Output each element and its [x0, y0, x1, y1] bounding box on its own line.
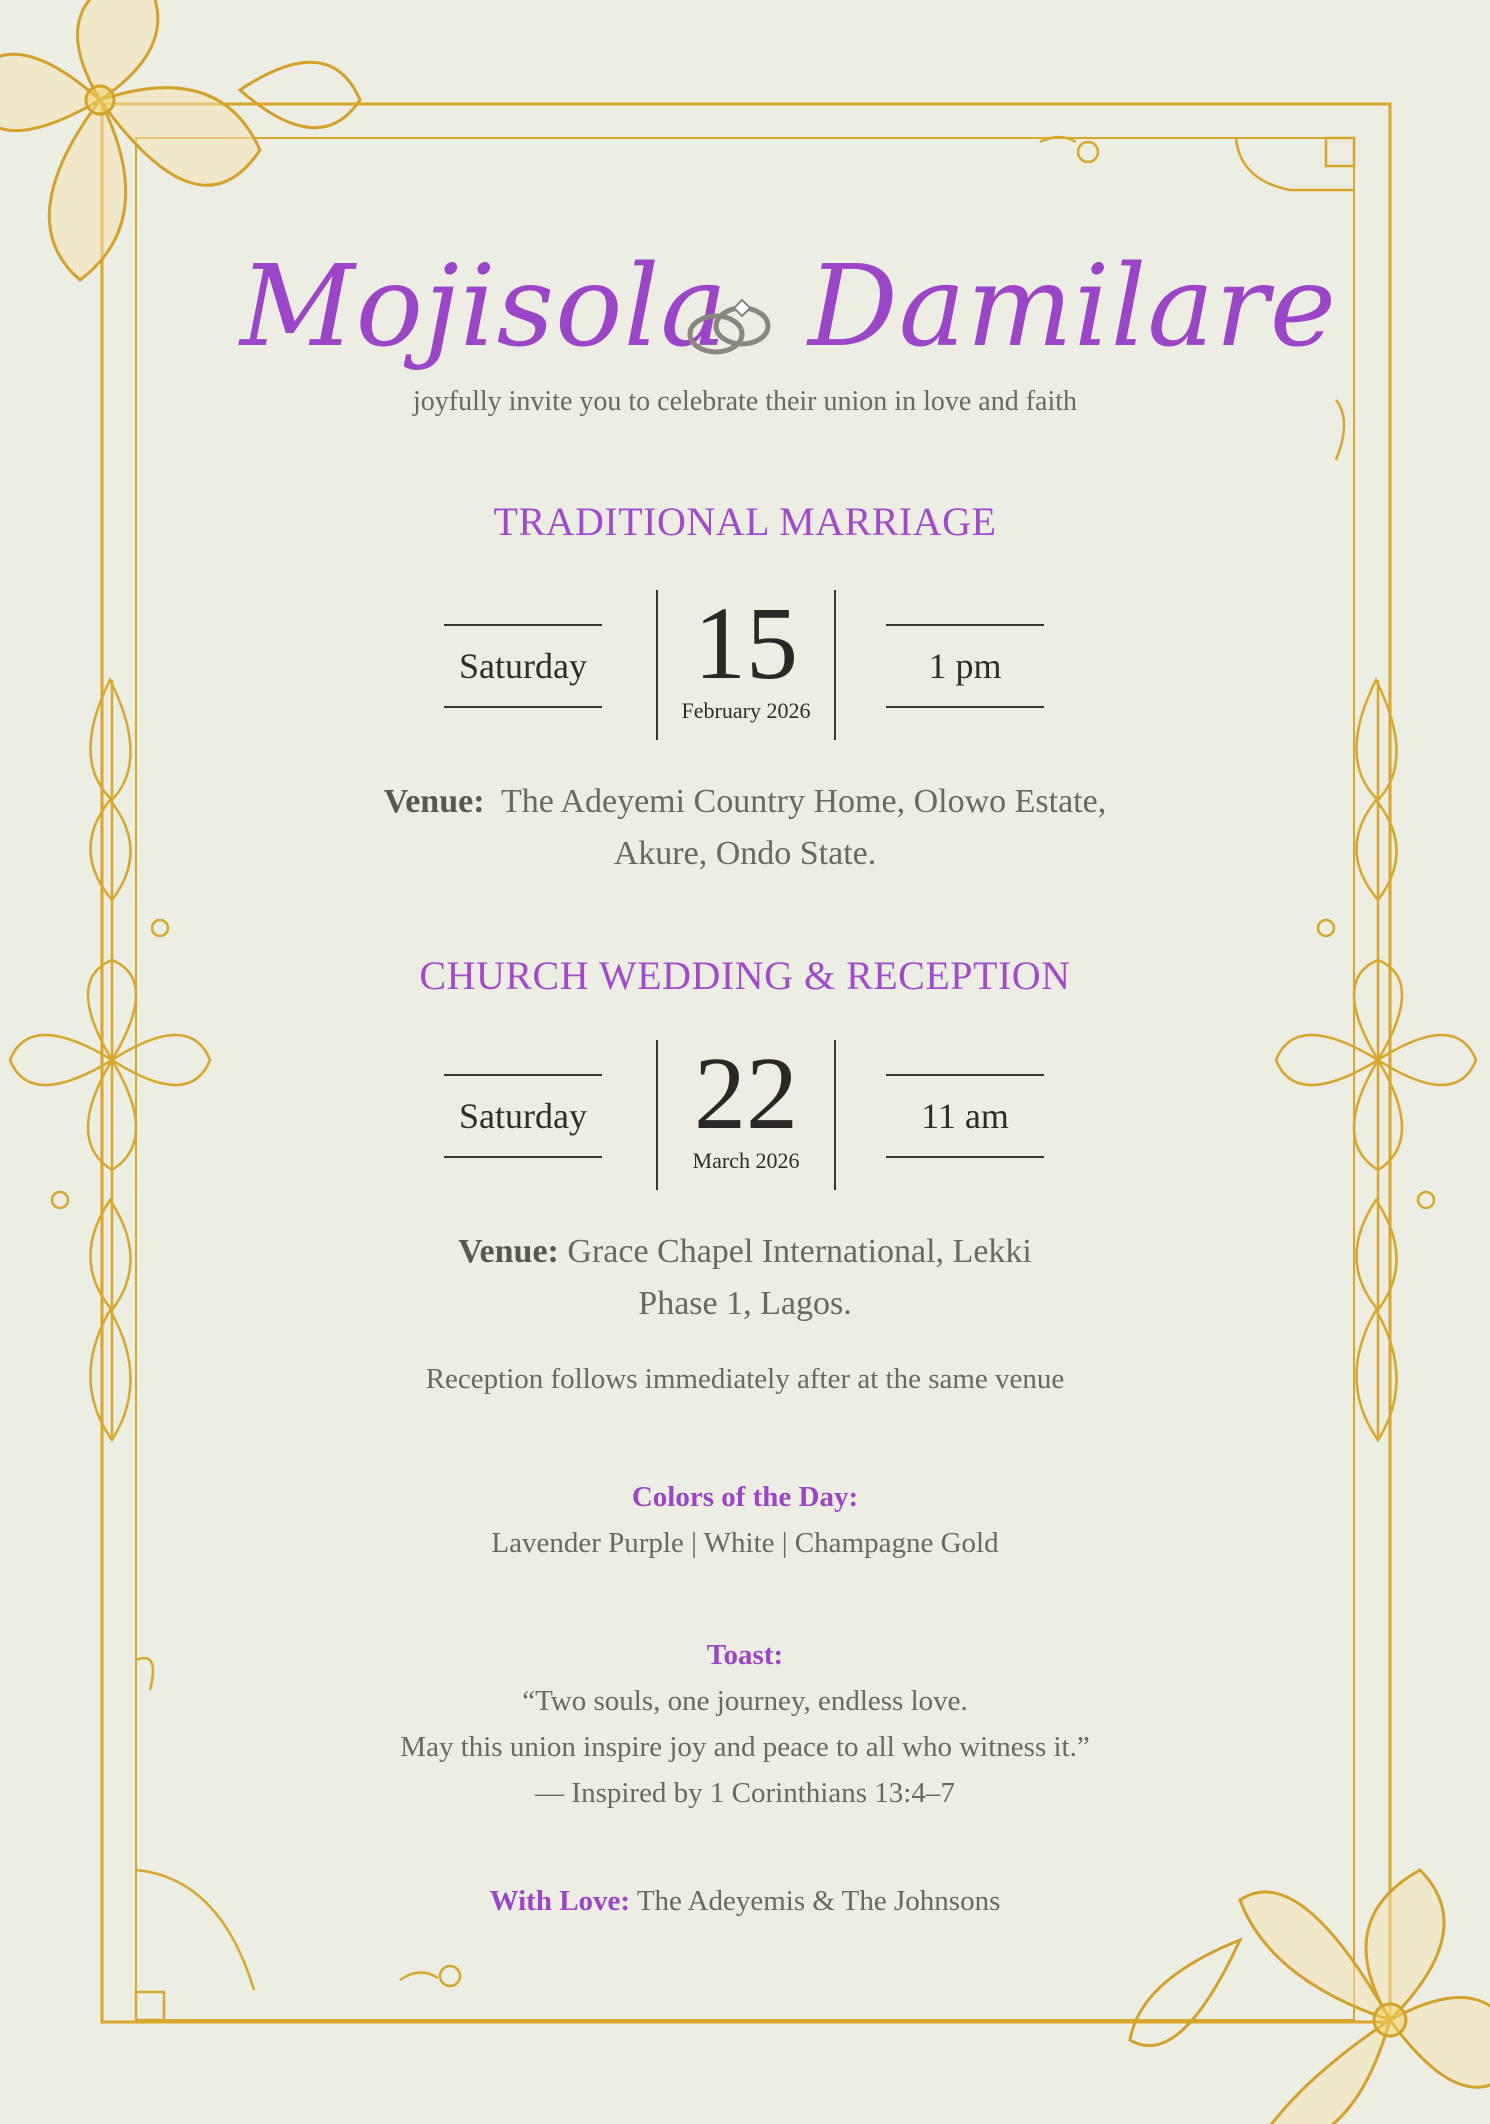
colors-of-day: [0, 1474, 1490, 1566]
venue-line2: Phase 1, Lagos.: [638, 1285, 852, 1322]
toast-line2: May this union inspire joy and peace to all who witness it.”: [400, 1731, 1090, 1763]
with-love-label: With Love:: [489, 1885, 631, 1917]
colors-label: Colors of the Day:: [631, 1481, 859, 1513]
wedding-rings-icon: [680, 292, 780, 362]
event-day: 22: [694, 1036, 798, 1151]
event-venue-church: [0, 1226, 1490, 1330]
event-date-row-church: [0, 1036, 1490, 1192]
event-title-traditional: TRADITIONAL MARRIAGE: [493, 499, 997, 544]
event-date-row-traditional: [0, 586, 1490, 742]
with-love-value: The Adeyemis & The Johnsons: [636, 1885, 1001, 1917]
date-divider: [834, 1040, 836, 1190]
date-divider: [834, 590, 836, 740]
event-time: 1 pm: [886, 624, 1044, 708]
toast-line3: — Inspired by 1 Corinthians 13:4–7: [535, 1777, 955, 1809]
venue-label: Venue:: [458, 1233, 559, 1270]
toast-line1: “Two souls, one journey, endless love.: [522, 1685, 968, 1717]
venue-line1: The Adeyemi Country Home, Olowo Estate,: [500, 783, 1107, 820]
event-title-church: CHURCH WEDDING & RECEPTION: [419, 953, 1071, 998]
toast-label: Toast:: [706, 1639, 784, 1671]
venue-line1: Grace Chapel International, Lekki: [567, 1233, 1032, 1270]
venue-label: Venue:: [383, 783, 485, 820]
event-month-year: February 2026: [681, 698, 811, 723]
with-love: [0, 1878, 1490, 1924]
toast-block: [0, 1632, 1490, 1816]
event-month-year: March 2026: [692, 1148, 800, 1173]
couple-names: [0, 232, 1490, 382]
bride-name: Mojisola: [240, 242, 729, 372]
event-venue-traditional: [0, 776, 1490, 880]
reception-note: Reception follows immediately after at the same venue: [425, 1363, 1065, 1395]
event-weekday: Saturday: [444, 624, 602, 708]
venue-line2: Akure, Ondo State.: [613, 835, 877, 872]
colors-value: Lavender Purple | White | Champagne Gold: [491, 1527, 999, 1559]
event-time: 11 am: [886, 1074, 1044, 1158]
event-weekday: Saturday: [444, 1074, 602, 1158]
event-day: 15: [694, 586, 798, 701]
tagline: joyfully invite you to celebrate their union in love and faith: [412, 386, 1078, 417]
groom-name: Damilare: [808, 242, 1338, 372]
